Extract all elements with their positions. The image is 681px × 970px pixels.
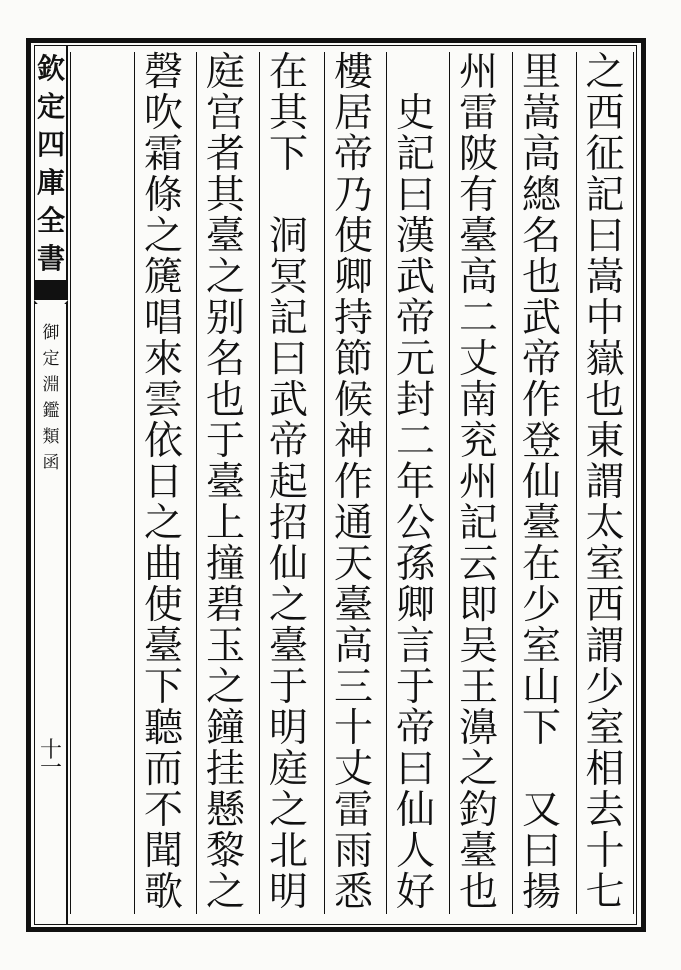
text-column-4 [386,52,444,914]
glyph: 使 [143,583,183,628]
glyph: 帝 [333,132,373,177]
glyph: 南 [458,378,498,423]
glyph: 候 [333,378,373,423]
spine-subtitle [34,320,68,500]
text-column-8 [134,52,192,914]
glyph: 仙 [395,788,435,833]
glyph: 總 [521,173,561,218]
glyph: 曰 [395,173,435,218]
glyph: 神 [333,419,373,464]
glyph: 記 [268,296,308,341]
glyph: 一 [39,756,62,781]
glyph: 帝 [268,419,308,464]
glyph: 吹 [143,91,183,136]
glyph: 之 [458,747,498,792]
glyph: 之 [205,870,245,915]
glyph: 武 [268,378,308,423]
glyph: 悉 [333,870,373,915]
glyph [391,52,441,93]
glyph: 武 [521,296,561,341]
glyph: 臺 [143,624,183,669]
glyph: 謂 [585,460,625,505]
glyph: 漢 [395,214,435,259]
glyph: 日 [143,460,183,505]
glyph: 記 [585,173,625,218]
glyph: 臺 [333,583,373,628]
glyph: 鐘 [205,706,245,751]
glyph: 歌 [143,870,183,915]
glyph: 也 [521,255,561,300]
glyph: 西 [585,91,625,136]
glyph: 起 [268,460,308,505]
glyph: 作 [333,460,373,505]
glyph: 吴 [458,624,498,669]
glyph [264,175,314,216]
glyph: 招 [268,501,308,546]
glyph: 其 [205,173,245,218]
glyph: 又 [521,788,561,833]
glyph: 州 [458,50,498,95]
glyph: 中 [585,296,625,341]
text-column-1 [576,52,634,914]
glyph: 臺 [458,829,498,874]
glyph: 孫 [395,542,435,587]
glyph: 臺 [205,460,245,505]
glyph: 之 [585,50,625,95]
glyph: 嵩 [585,255,625,300]
glyph: 乃 [333,173,373,218]
glyph: 仙 [521,460,561,505]
glyph: 太 [585,501,625,546]
text-column-7 [196,52,254,914]
glyph: 人 [395,829,435,874]
glyph: 之 [143,501,183,546]
glyph: 碧 [205,583,245,628]
glyph: 御 [42,323,60,343]
glyph: 東 [585,419,625,464]
glyph: 記 [395,132,435,177]
glyph: 鑑 [42,401,60,421]
page-number [34,738,68,781]
glyph: 臺 [521,501,561,546]
glyph: 庭 [268,747,308,792]
text-column-6 [259,52,317,914]
glyph: 之 [268,583,308,628]
glyph: 室 [585,706,625,751]
glyph: 室 [521,624,561,669]
glyph: 條 [143,173,183,218]
glyph: 曰 [521,829,561,874]
glyph: 雷 [333,788,373,833]
glyph: 樓 [333,50,373,95]
glyph: 十 [333,706,373,751]
glyph: 之 [205,665,245,710]
glyph: 作 [521,378,561,423]
glyph: 帝 [395,296,435,341]
glyph: 之 [268,788,308,833]
glyph: 元 [395,337,435,382]
glyph: 挂 [205,747,245,792]
glyph: 卿 [395,583,435,628]
glyph: 明 [268,706,308,751]
glyph: 下 [268,132,308,177]
glyph: 高 [458,255,498,300]
glyph: 里 [521,50,561,95]
glyph: 定 [36,90,65,123]
glyph: 有 [458,173,498,218]
glyph: 其 [268,91,308,136]
glyph: 天 [333,542,373,587]
glyph: 仙 [268,542,308,587]
glyph: 征 [585,132,625,177]
glyph: 黎 [205,829,245,874]
glyph: 年 [395,460,435,505]
glyph: 曰 [585,214,625,259]
glyph: 别 [205,296,245,341]
glyph: 而 [143,747,183,792]
glyph: 玉 [205,624,245,669]
glyph: 公 [395,501,435,546]
text-column-9 [70,52,134,914]
glyph: 臺 [458,214,498,259]
glyph: 山 [521,665,561,710]
glyph: 即 [458,583,498,628]
glyph: 上 [205,501,245,546]
glyph: 臺 [205,214,245,259]
glyph: 聞 [143,829,183,874]
glyph: 下 [143,665,183,710]
glyph: 定 [42,349,60,369]
glyph: 武 [395,255,435,300]
glyph: 言 [395,624,435,669]
glyph: 濞 [458,706,498,751]
glyph: 二 [395,419,435,464]
glyph: 雲 [143,378,183,423]
glyph: 持 [333,296,373,341]
glyph: 釣 [458,788,498,833]
glyph: 室 [585,542,625,587]
glyph: 丈 [333,747,373,792]
glyph: 唱 [143,296,183,341]
spine-title [34,50,68,275]
glyph: 名 [521,214,561,259]
glyph: 宫 [205,91,245,136]
glyph: 不 [143,788,183,833]
glyph: 十 [585,829,625,874]
glyph: 使 [333,214,373,259]
glyph: 少 [585,665,625,710]
glyph: 州 [458,460,498,505]
glyph: 磬 [143,50,183,95]
glyph: 也 [585,378,625,423]
glyph: 于 [205,419,245,464]
glyph: 類 [42,427,60,447]
glyph: 帝 [521,337,561,382]
glyph: 函 [42,453,60,473]
glyph: 揚 [521,870,561,915]
glyph: 來 [143,337,183,382]
text-column-2 [512,52,570,914]
glyph: 高 [333,624,373,669]
glyph: 雨 [333,829,373,874]
glyph: 也 [205,378,245,423]
glyph: 史 [395,91,435,136]
glyph: 十 [39,738,62,763]
glyph: 者 [205,132,245,177]
glyph: 高 [521,132,561,177]
glyph: 臺 [268,624,308,669]
glyph: 二 [458,296,498,341]
glyph: 兖 [458,419,498,464]
text-column-3 [449,52,507,914]
glyph: 丈 [458,337,498,382]
glyph: 霜 [143,132,183,177]
glyph: 欽 [36,52,65,85]
glyph: 嵩 [521,91,561,136]
glyph: 也 [458,870,498,915]
glyph: 于 [268,665,308,710]
glyph: 曰 [268,337,308,382]
glyph: 全 [36,204,65,237]
glyph: 帝 [395,706,435,751]
glyph: 在 [521,542,561,587]
glyph: 西 [585,583,625,628]
glyph: 庫 [36,166,65,199]
glyph: 篪 [143,255,183,300]
glyph: 冥 [268,255,308,300]
glyph: 在 [268,50,308,95]
glyph: 名 [205,337,245,382]
glyph: 下 [521,706,561,751]
glyph: 相 [585,747,625,792]
glyph: 于 [395,665,435,710]
fishtail-notch [34,300,68,318]
glyph: 洞 [268,214,308,259]
glyph: 王 [458,665,498,710]
glyph: 之 [205,255,245,300]
glyph: 撞 [205,542,245,587]
glyph: 登 [521,419,561,464]
glyph: 明 [268,870,308,915]
glyph: 通 [333,501,373,546]
glyph: 七 [585,870,625,915]
glyph: 四 [36,128,65,161]
glyph: 云 [458,542,498,587]
glyph: 封 [395,378,435,423]
glyph: 記 [458,501,498,546]
glyph [517,749,567,790]
glyph: 三 [333,665,373,710]
glyph: 居 [333,91,373,136]
glyph: 懸 [205,788,245,833]
glyph: 北 [268,829,308,874]
glyph: 節 [333,337,373,382]
glyph: 去 [585,788,625,833]
glyph: 曲 [143,542,183,587]
glyph: 之 [143,214,183,259]
text-column-5 [324,52,382,914]
glyph: 陂 [458,132,498,177]
glyph: 依 [143,419,183,464]
glyph: 書 [36,242,65,275]
glyph: 卿 [333,255,373,300]
glyph: 聽 [143,706,183,751]
glyph: 謂 [585,624,625,669]
glyph: 淵 [42,375,60,395]
glyph: 好 [395,870,435,915]
glyph: 庭 [205,50,245,95]
glyph: 雷 [458,91,498,136]
glyph: 少 [521,583,561,628]
glyph: 曰 [395,747,435,792]
glyph: 嶽 [585,337,625,382]
